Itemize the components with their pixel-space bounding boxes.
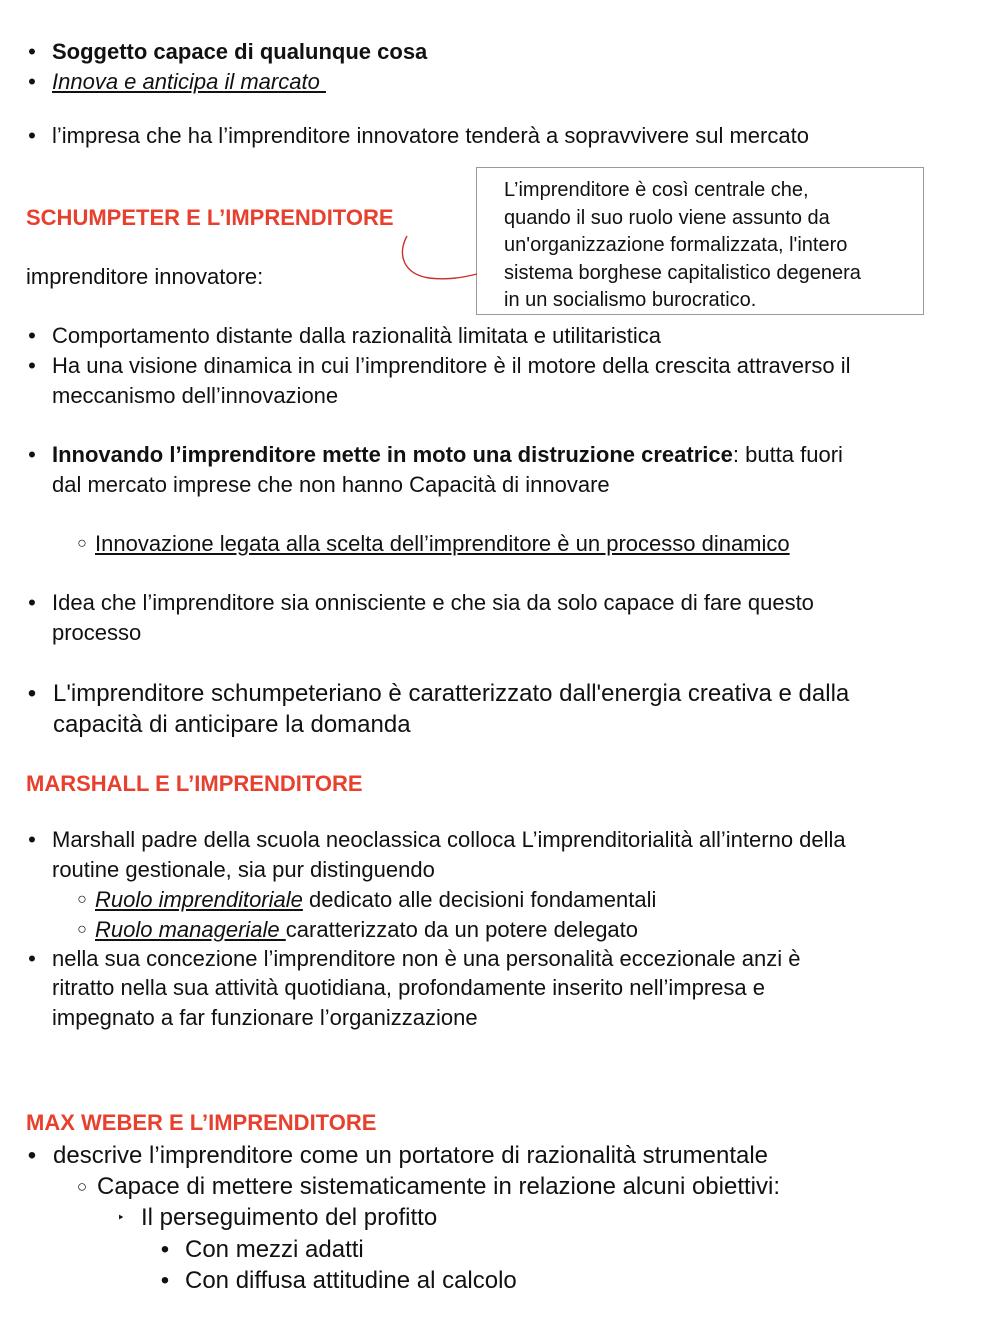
schumpeter-bullet-4-line-1: Idea che l’imprenditore sia onnisciente e che sia da solo capace di fare questo — [52, 590, 814, 615]
marshall-bullet-2-line-2: ritratto nella sua attività quotidiana, profondamente inserito nell’impresa e — [52, 975, 765, 1000]
weber-quaternary-1: Con mezzi adatti — [185, 1236, 364, 1263]
intro-line-1: Soggetto capace di qualunque cosa — [52, 39, 428, 64]
sub-bullet: ○ — [76, 1177, 88, 1196]
marshall-bullet-2-line-3: impegnato a far funzionare l’organizzazione — [52, 1005, 478, 1030]
callout-connector — [395, 230, 485, 290]
marshall-bullet-1-line-1: Marshall padre della scuola neoclassica colloca L’imprenditorialità all’interno della — [52, 827, 846, 852]
schumpeter-bullet-2-line-2: meccanismo dell’innovazione — [52, 383, 339, 408]
schumpeter-bullet-3-line-1 — [52, 440, 843, 470]
triangle-bullet: ‣ — [117, 1210, 125, 1225]
callout-line: quando il suo ruolo viene assunto da — [504, 206, 830, 229]
italic-underlined-text: Ruolo imprenditoriale — [95, 887, 303, 912]
bullet: • — [160, 1267, 170, 1294]
schumpeter-bullet-4-line-2: processo — [52, 620, 142, 645]
marshall-sub-1 — [95, 885, 656, 915]
sub-bullet: ○ — [77, 535, 87, 552]
bullet: • — [28, 69, 36, 94]
marshall-bullet-1-line-2: routine gestionale, sia pur distinguendo — [52, 857, 435, 882]
callout-line: sistema borghese capitalistico degenera — [504, 261, 861, 284]
bullet: • — [28, 123, 36, 148]
weber-quaternary-2: Con diffusa attitudine al calcolo — [185, 1267, 517, 1294]
bullet: • — [28, 827, 36, 852]
schumpeter-bullet-5-line-1: L'imprenditore schumpeteriano è caratterizzato dall'energia creativa e dalla — [53, 680, 850, 707]
bullet: • — [28, 442, 36, 467]
bullet: • — [28, 353, 36, 378]
sub-bullet: ○ — [77, 891, 87, 908]
bullet: • — [28, 946, 36, 971]
sub-bullet: ○ — [77, 921, 87, 938]
bullet: • — [28, 590, 36, 615]
schumpeter-bullet-2-line-1: Ha una visione dinamica in cui l’imprenditore è il motore della crescita attraverso il — [52, 353, 851, 378]
intro-line-3: l’impresa che ha l’imprenditore innovatore tenderà a sopravvivere sul mercato — [52, 123, 809, 148]
marshall-sub-2 — [95, 915, 638, 945]
plain-text: : butta fuori — [732, 442, 843, 467]
schumpeter-bullet-5-line-2: capacità di anticipare la domanda — [53, 711, 411, 738]
intro-line-2: Innova e anticipa il marcato — [52, 69, 326, 94]
schumpeter-heading: SCHUMPETER E L’IMPRENDITORE — [26, 205, 394, 230]
callout-line: in un socialismo burocratico. — [504, 289, 757, 311]
callout-line: L’imprenditore è così centrale che, — [504, 179, 809, 201]
plain-text: dedicato alle decisioni fondamentali — [302, 887, 657, 912]
callout-line: un'organizzazione formalizzata, l'intero — [504, 234, 848, 256]
plain-text: caratterizzato da un potere delegato — [285, 917, 639, 942]
schumpeter-bullet-3-line-2: dal mercato imprese che non hanno Capacità di innovare — [52, 472, 610, 497]
callout-box — [476, 167, 924, 315]
bullet: • — [27, 1142, 37, 1169]
weber-heading: MAX WEBER E L’IMPRENDITORE — [26, 1110, 377, 1135]
marshall-heading: MARSHALL E L’IMPRENDITORE — [26, 771, 363, 796]
bold-text: Innovando l’imprenditore mette in moto una distruzione creatrice — [52, 442, 733, 467]
marshall-bullet-2-line-1: nella sua concezione l’imprenditore non è una personalità eccezionale anzi è — [52, 946, 801, 971]
italic-underlined-text: Ruolo manageriale — [95, 917, 286, 942]
schumpeter-sub-1: Innovazione legata alla scelta dell’imprenditore è un processo dinamico — [95, 531, 790, 556]
weber-tertiary-1: Il perseguimento del profitto — [141, 1204, 438, 1231]
schumpeter-label: imprenditore innovatore: — [26, 264, 264, 289]
schumpeter-bullet-1: Comportamento distante dalla razionalità limitata e utilitaristica — [52, 323, 661, 348]
weber-bullet-1: descrive l’imprenditore come un portatore di razionalità strumentale — [53, 1142, 769, 1169]
bullet: • — [28, 323, 36, 348]
bullet: • — [27, 680, 37, 707]
bullet: • — [160, 1236, 170, 1263]
weber-sub-1: Capace di mettere sistematicamente in relazione alcuni obiettivi: — [97, 1173, 781, 1200]
bullet: • — [28, 39, 36, 64]
